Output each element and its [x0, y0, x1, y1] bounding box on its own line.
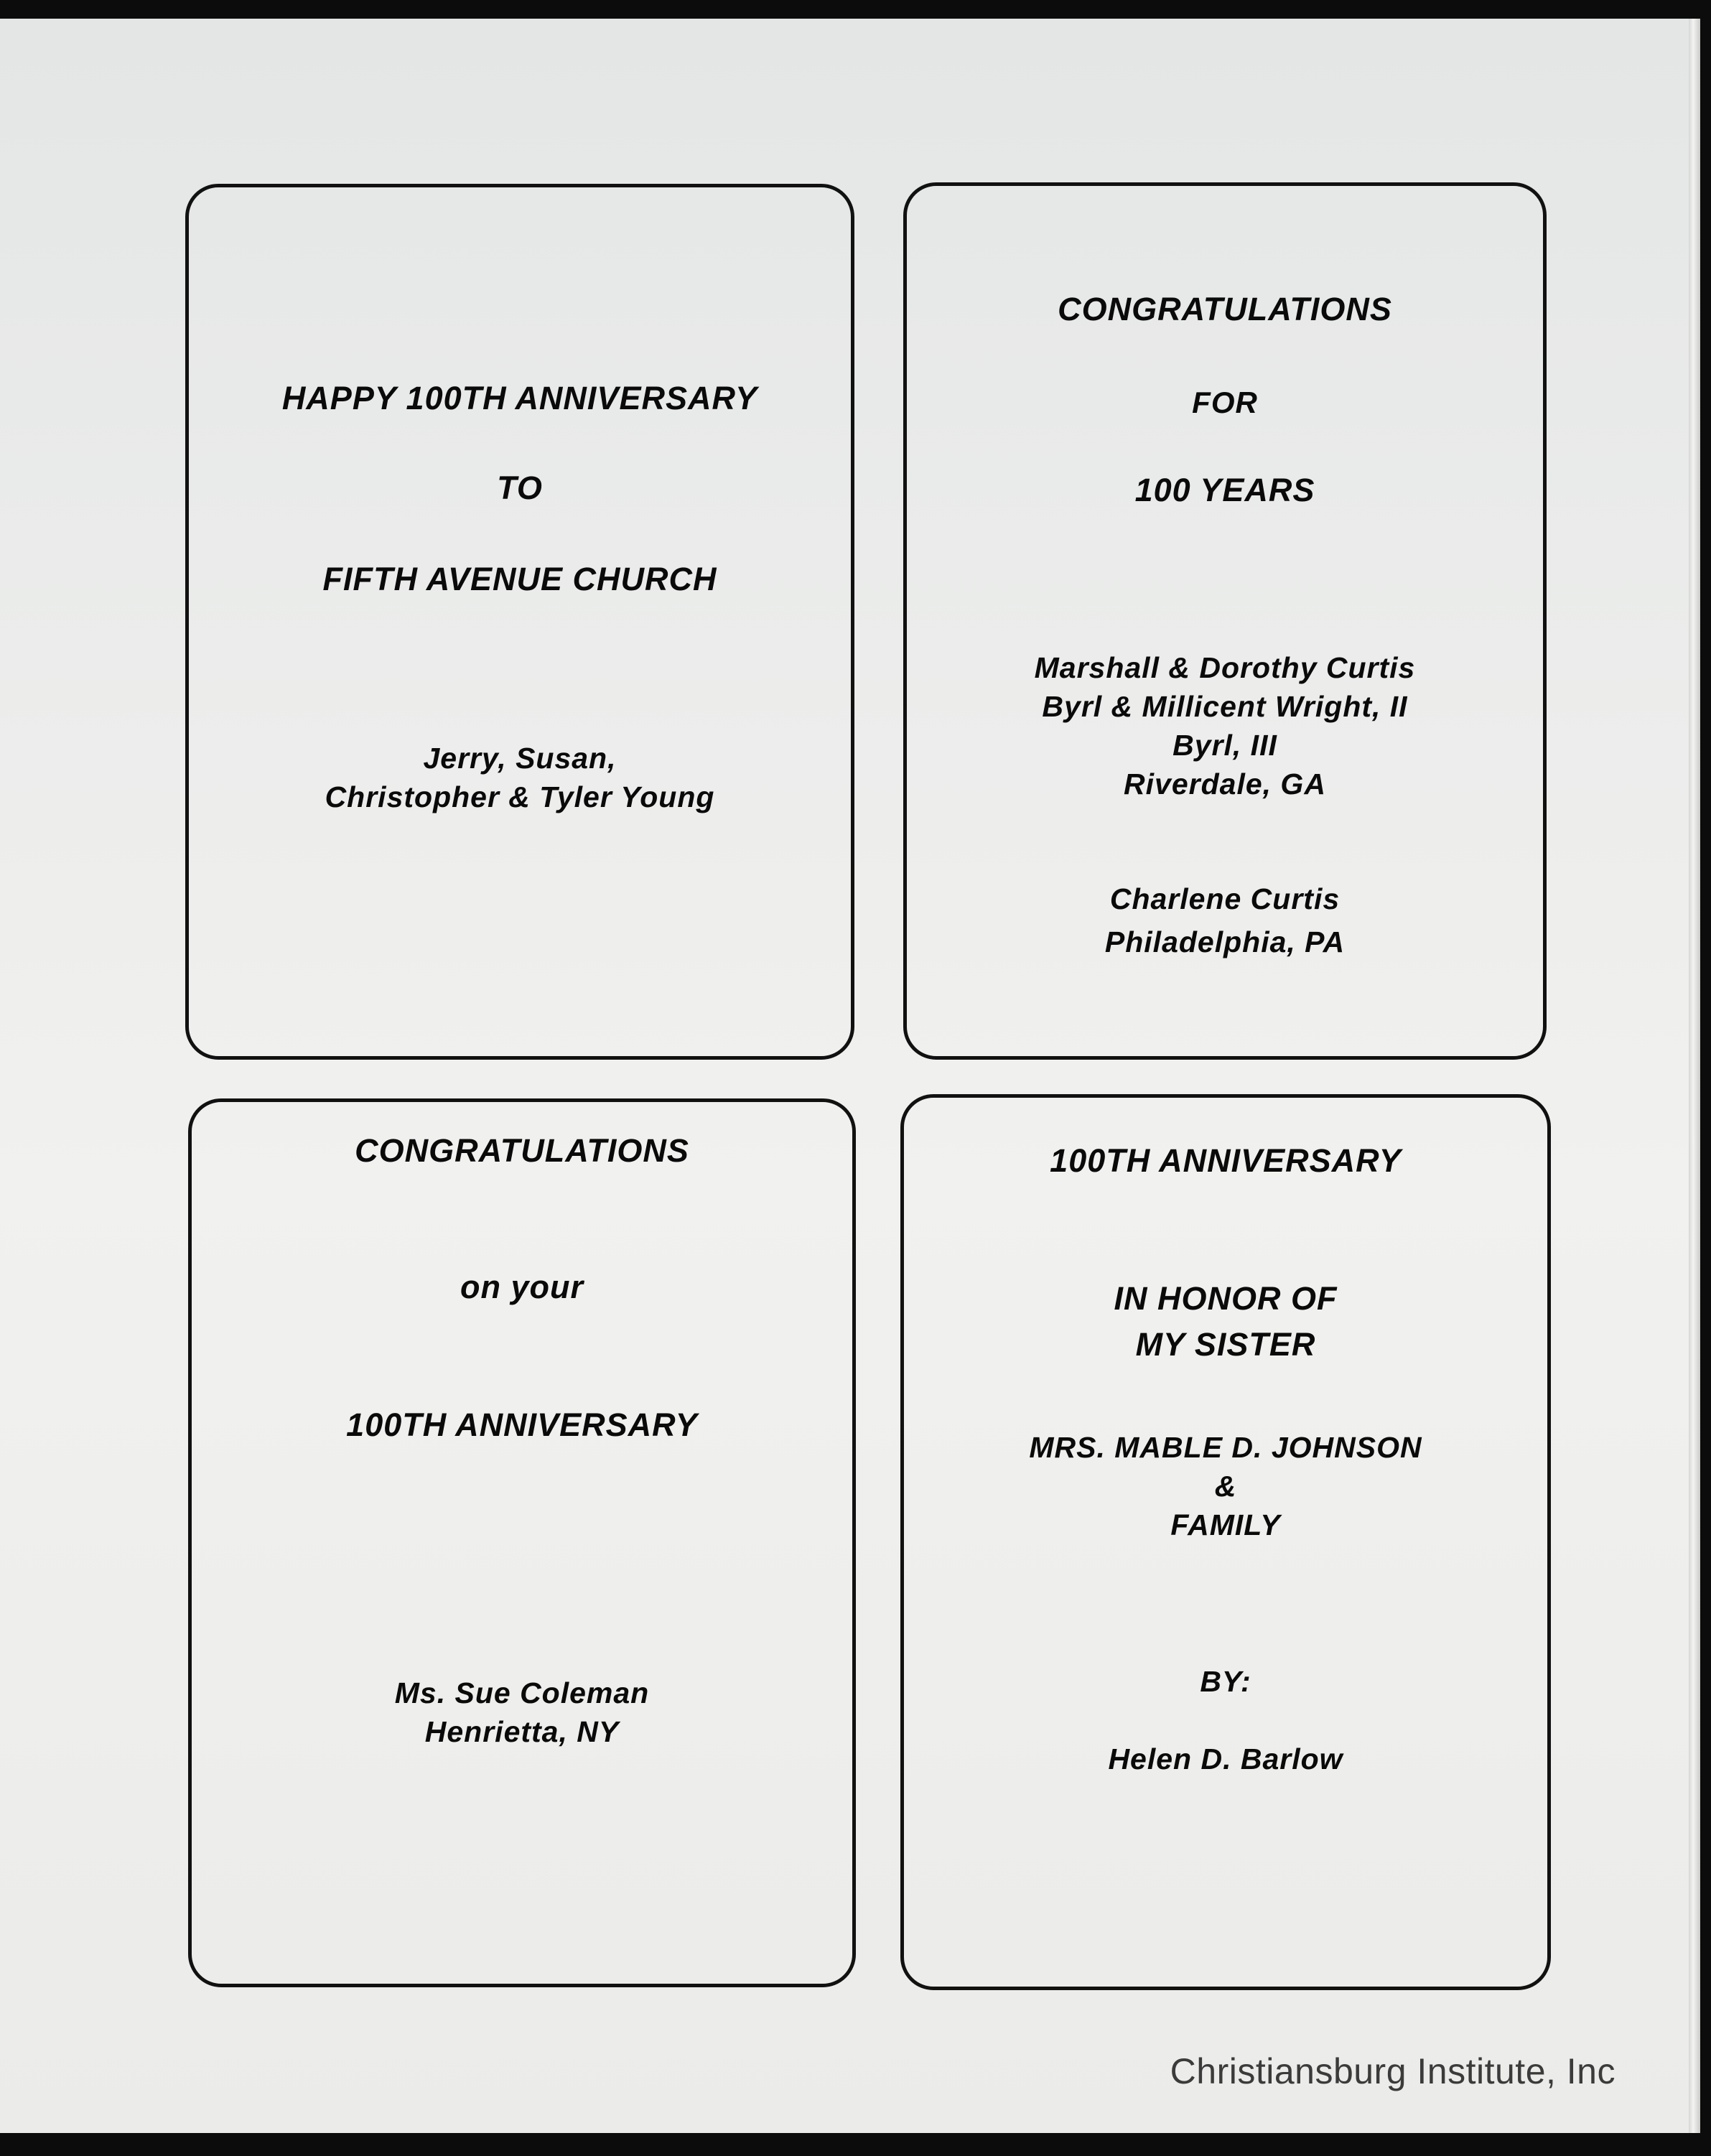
ad-text: 100TH ANNIVERSARY [346, 1406, 698, 1443]
ad-text: TO [497, 470, 543, 506]
ad-sponsor: Helen D. Barlow [1108, 1742, 1343, 1775]
ad-text: FOR [1192, 386, 1258, 419]
ad-text: IN HONOR OF [1114, 1280, 1338, 1317]
ad-box-top-left [185, 184, 854, 1060]
ad-box-top-right [903, 182, 1547, 1060]
ad-sponsor: Charlene Curtis [1109, 882, 1341, 915]
ad-honoree: FAMILY [1170, 1508, 1281, 1541]
ad-box-bottom-right [900, 1094, 1551, 1990]
ad-text: FIFTH AVENUE CHURCH [322, 561, 717, 597]
ad-sponsor: Riverdale, GA [1124, 767, 1326, 801]
watermark-text: Christiansburg Institute, Inc [1170, 2051, 1616, 2091]
ad-text: 100 YEARS [1134, 472, 1315, 508]
page-edge [1689, 19, 1700, 2133]
ad-text: BY: [1200, 1665, 1251, 1698]
ad-sponsor: Henrietta, NY [424, 1715, 620, 1748]
ad-sponsor: Jerry, Susan, [423, 742, 617, 775]
ad-headline: CONGRATULATIONS [1058, 291, 1392, 327]
ad-honoree: & [1214, 1470, 1237, 1503]
ad-sponsor: Ms. Sue Coleman [394, 1676, 650, 1709]
ad-headline: CONGRATULATIONS [355, 1132, 689, 1169]
ad-headline: 100TH ANNIVERSARY [1050, 1142, 1402, 1179]
ad-sponsor: Byrl & Millicent Wright, II [1042, 690, 1408, 723]
ad-text: on your [460, 1269, 584, 1305]
ad-sponsor: Philadelphia, PA [1104, 925, 1346, 958]
ad-sponsor: Byrl, III [1172, 729, 1277, 762]
ad-text: MY SISTER [1135, 1326, 1316, 1363]
ad-headline: HAPPY 100TH ANNIVERSARY [281, 380, 758, 416]
document-page [0, 19, 1696, 2133]
ad-sponsor: Marshall & Dorothy Curtis [1034, 651, 1416, 684]
ad-box-bottom-left [188, 1098, 856, 1987]
ad-honoree: MRS. MABLE D. JOHNSON [1029, 1431, 1422, 1464]
ad-sponsor: Christopher & Tyler Young [325, 780, 715, 813]
